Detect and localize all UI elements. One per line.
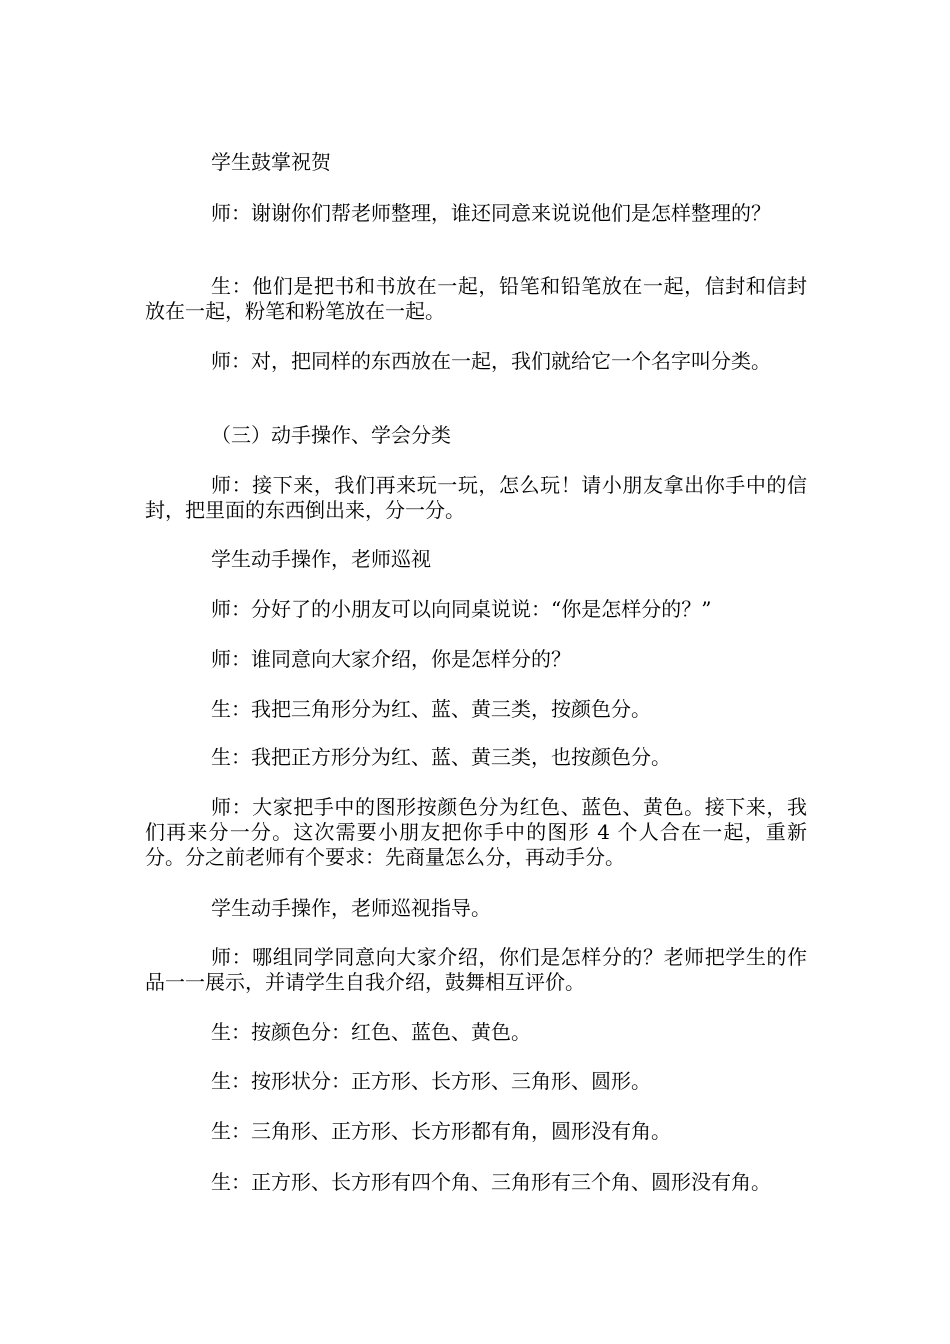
paragraph-7: 学生动手操作，老师巡视 xyxy=(211,547,431,571)
paragraph-3: 生：他们是把书和书放在一起，铅笔和铅笔放在一起，信封和信封放在一起，粉笔和粉笔放在一起。 xyxy=(145,274,807,323)
paragraph-12: 师：大家把手中的图形按颜色分为红色、蓝色、黄色。接下来，我们再来分一分。这次需要小朋友把你手中的图形 4 个人合在一起，重新分。分之前老师有个要求：先商量怎么分，再动手分。 xyxy=(145,795,807,869)
paragraph-13: 学生动手操作，老师巡视指导。 xyxy=(211,896,491,920)
paragraph-1: 学生鼓掌祝贺 xyxy=(211,150,331,174)
paragraph-10: 生：我把三角形分为红、蓝、黄三类，按颜色分。 xyxy=(211,697,651,721)
paragraph-15: 生：按颜色分：红色、蓝色、黄色。 xyxy=(211,1020,531,1044)
paragraph-16: 生：按形状分：正方形、长方形、三角形、圆形。 xyxy=(211,1069,651,1093)
paragraph-18: 生：正方形、长方形有四个角、三角形有三个角、圆形没有角。 xyxy=(211,1170,771,1194)
paragraph-2: 师：谢谢你们帮老师整理，谁还同意来说说他们是怎样整理的？ xyxy=(211,201,771,225)
paragraph-9: 师：谁同意向大家介绍，你是怎样分的？ xyxy=(211,647,571,671)
paragraph-5: （三）动手操作、学会分类 xyxy=(211,423,451,447)
paragraph-11: 生：我把正方形分为红、蓝、黄三类，也按颜色分。 xyxy=(211,745,671,769)
paragraph-17: 生：三角形、正方形、长方形都有角，圆形没有角。 xyxy=(211,1119,671,1143)
paragraph-4: 师：对，把同样的东西放在一起，我们就给它一个名字叫分类。 xyxy=(211,349,771,373)
paragraph-14: 师：哪组同学同意向大家介绍，你们是怎样分的？老师把学生的作品一一展示，并请学生自我介绍，鼓舞相互评价。 xyxy=(145,945,807,994)
paragraph-6: 师：接下来，我们再来玩一玩，怎么玩！请小朋友拿出你手中的信封，把里面的东西倒出来，分一分。 xyxy=(145,473,807,522)
paragraph-8: 师：分好了的小朋友可以向同桌说说：“你是怎样分的？” xyxy=(211,597,712,621)
